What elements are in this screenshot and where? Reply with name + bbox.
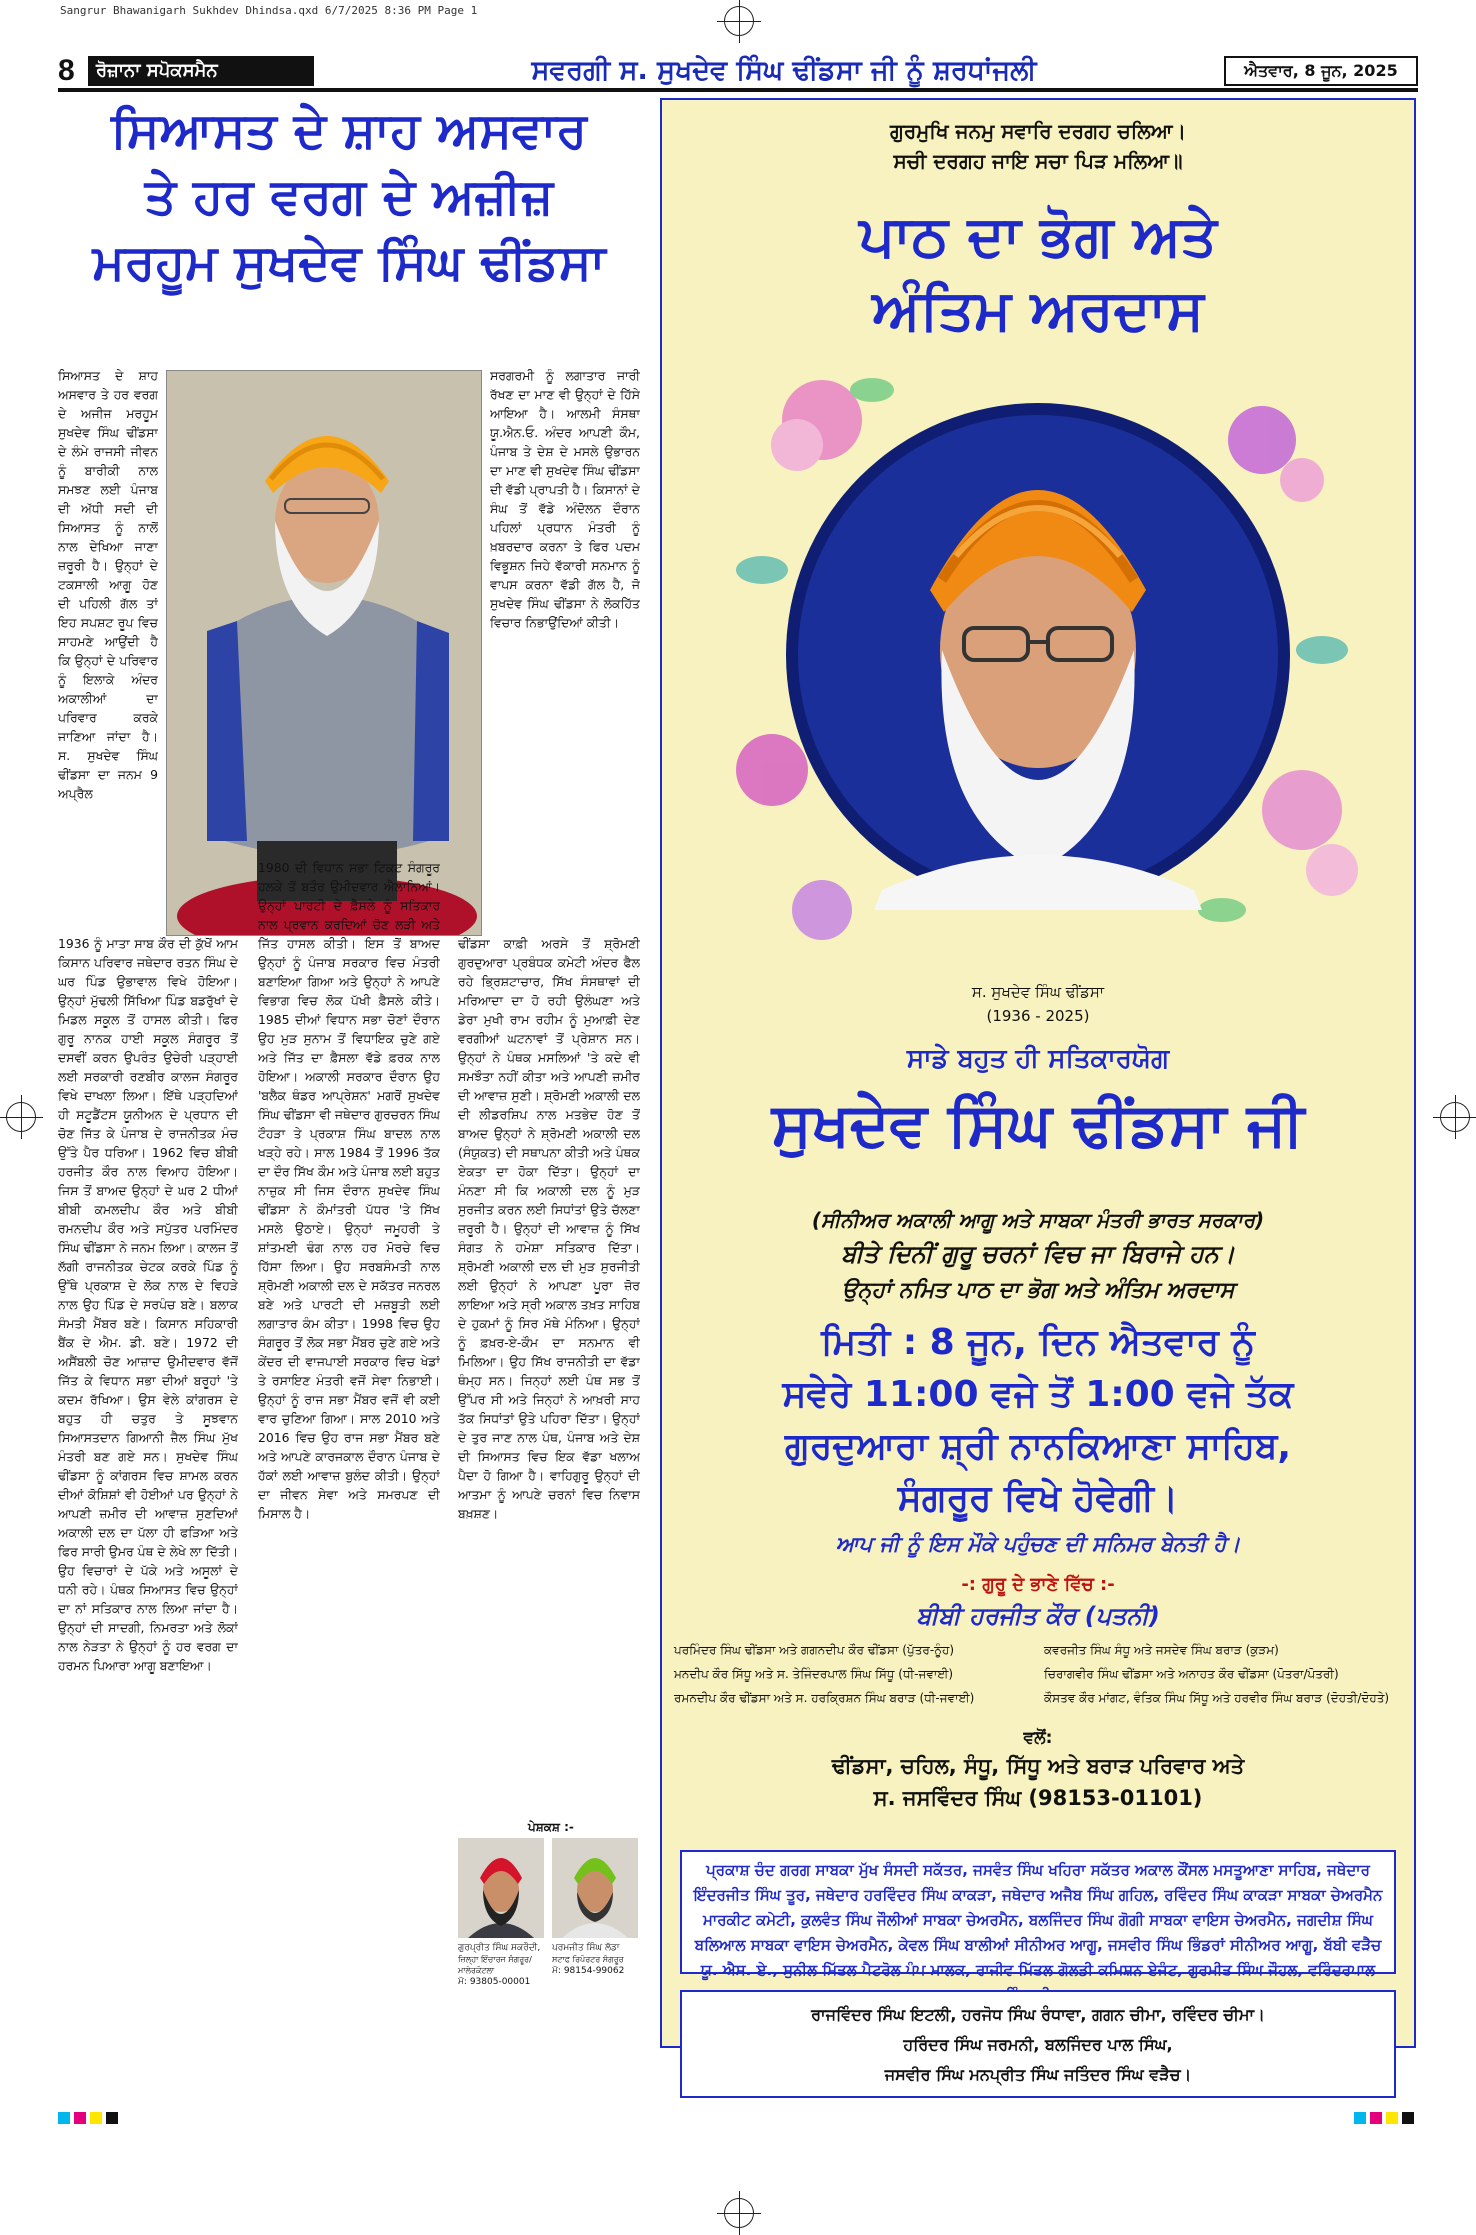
ad-heading bbox=[662, 200, 1414, 348]
family-right-3: ਕੌਸਤਵ ਕੌਰ ਮਾਂਗਟ, ਵੰਤਿਕ ਸਿੰਘ ਸਿੱਧੂ ਅਤੇ ਹਰਵੀਰ ਸਿੰਘ ਬਰਾੜ (ਦੋਹਤੀ/ਦੋਹਤੇ) bbox=[1044, 1691, 1390, 1705]
page-header bbox=[58, 50, 1418, 92]
presenter-1-photo bbox=[458, 1838, 544, 1938]
presented-by-label: ਪੇਸ਼ਕਸ਼ :- bbox=[528, 1820, 574, 1834]
family-left-1: ਪਰਮਿੰਦਰ ਸਿੰਘ ਢੀਂਡਸਾ ਅਤੇ ਗਗਨਦੀਪ ਕੌਰ ਢੀਂਡਸਾ (ਪੁੱਤਰ-ਨੂੰਹ) bbox=[674, 1643, 955, 1657]
from-line-1: ਢੀਂਡਸਾ, ਚਹਿਲ, ਸੰਧੂ, ਸਿੱਧੂ ਅਤੇ ਬਰਾੜ ਪਰਿਵਾਰ ਅਤੇ bbox=[831, 1754, 1245, 1778]
verse-line-2: ਸਚੀ ਦਰਗਹ ਜਾਇ ਸਚਾ ਪਿੜ ਮਲਿਆ॥ bbox=[893, 149, 1183, 173]
family-left-3: ਰਮਨਦੀਪ ਕੌਰ ਢੀਂਡਸਾ ਅਤੇ ਸ. ਹਰਕ੍ਰਿਸ਼ਨ ਸਿੰਘ ਬਰਾੜ (ਧੀ-ਜਵਾਈ) bbox=[674, 1691, 975, 1705]
print-slug: Sangrur Bhawanigarh Sukhdev Dhindsa.qxd 6/7/2025 8:36 PM Page 1 bbox=[60, 4, 478, 17]
presenter-1-role: ਜ਼ਿਲ੍ਹਾ ਇੰਚਾਰਜ ਸੰਗਰੂਰ/ਮਾਲੇਰਕੋਟਲਾ bbox=[458, 1955, 532, 1975]
article-col-1: 1936 ਨੂੰ ਮਾਤਾ ਸਾਬ ਕੌਰ ਦੀ ਕੁੱਖੋਂ ਆਮ ਕਿਸਾਨ ਪਰਿਵਾਰ ਜਥੇਦਾਰ ਰਤਨ ਸਿੰਘ ਦੇ ਘਰ ਪਿੰਡ ਉਭਾਵਾਲ ਵਿਖੇ ਹੋਇਆ। ਉਨ੍ਹਾਂ ਮੁੱਢਲੀ ਸਿੱਖਿਆ ਪਿੰਡ ਬਡਰੁੱਖਾਂ ਦੇ ਮਿਡਲ ਸਕੂਲ ਤੋਂ ਹਾਸਲ ਕੀਤੀ। ਫਿਰ ਗੁਰੂ ਨਾਨਕ ਹਾਈ ਸਕੂਲ ਸੰਗਰੂਰ ਤੋਂ ਦਸਵੀਂ ਕਰਨ ਉਪਰੰਤ ਉਚੇਰੀ ਪੜ੍ਹਾਈ ਲਈ ਸਰਕਾਰੀ ਰਣਬੀਰ ਕਾਲਜ ਸੰਗਰੂਰ ਵਿਖੇ ਦਾਖਲਾ ਲਿਆ। ਇੱਥੇ ਪੜ੍ਹਦਿਆਂ ਹੀ ਸਟੂਡੈਂਟਸ ਯੂਨੀਅਨ ਦੇ ਪ੍ਰਧਾਨ ਦੀ ਚੋਣ ਜਿੱਤ ਕੇ ਪੰਜਾਬ ਦੇ ਰਾਜਨੀਤਕ ਮੰਚ ਉੱਤੇ ਪੈਰ ਧਰਿਆ। 1962 ਵਿਚ ਬੀਬੀ ਹਰਜੀਤ ਕੌਰ ਨਾਲ ਵਿਆਹ ਹੋਇਆ। ਜਿਸ ਤੋਂ ਬਾਅਦ ਉਨ੍ਹਾਂ ਦੇ ਘਰ 2 ਧੀਆਂ ਬੀਬੀ ਕਮਲਦੀਪ ਕੌਰ ਅਤੇ ਬੀਬੀ ਰਮਨਦੀਪ ਕੌਰ ਅਤੇ ਸਪੁੱਤਰ ਪਰਮਿੰਦਰ ਸਿੰਘ ਢੀਂਡਸਾ ਨੇ ਜਨਮ ਲਿਆ। ਕਾਲਜ ਤੋਂ ਲੱਗੀ ਰਾਜਨੀਤਕ ਚੇਟਕ ਕਰਕੇ ਪਿੰਡ ਨੂੰ ਉੱਥੇ ਪ੍ਰਕਾਸ਼ ਦੇ ਲੋਕ ਨਾਲ ਦੇ ਵਿਹੜੇ ਨਾਲ ਉਹ ਪਿੰਡ ਦੇ ਸਰਪੰਚ ਬਣੇ। ਬਲਾਕ ਸੰਮਤੀ ਮੈਂਬਰ ਬਣੇ। ਕਿਸਾਨ ਸਹਿਕਾਰੀ ਬੈਂਕ ਦੇ ਐਮ. ਡੀ. ਬਣੇ। 1972 ਦੀ ਅਸੈਂਬਲੀ ਚੋਣ ਆਜ਼ਾਦ ਉਮੀਦਵਾਰ ਵੱਜੋਂ ਜਿੱਤ ਕੇ ਵਿਧਾਨ ਸਭਾ ਦੀਆਂ ਬਰੂਹਾਂ 'ਤੇ ਕਦਮ ਰੱਖਿਆ। ਉਸ ਵੇਲੇ ਕਾਂਗਰਸ ਦੇ ਬਹੁਤ ਹੀ ਚਤੁਰ ਤੇ ਸੂਝਵਾਨ ਸਿਆਸਤਦਾਨ ਗਿਆਨੀ ਜ਼ੈਲ ਸਿੰਘ ਮੁੱਖ ਮੰਤਰੀ ਬਣ ਗਏ ਸਨ। ਸੁਖਦੇਵ ਸਿੰਘ ਢੀਂਡਸਾ ਨੂੰ ਕਾਂਗਰਸ ਵਿਚ ਸ਼ਾਮਲ ਕਰਨ ਦੀਆਂ ਕੋਸ਼ਿਸ਼ਾਂ ਵੀ ਹੋਈਆਂ ਪਰ ਉਨ੍ਹਾਂ ਨੇ ਆਪਣੀ ਜ਼ਮੀਰ ਦੀ ਆਵਾਜ਼ ਸੁਣਦਿਆਂ ਅਕਾਲੀ ਦਲ ਦਾ ਪੱਲਾ ਹੀ ਫੜਿਆ ਅਤੇ ਫਿਰ ਸਾਰੀ ਉਮਰ ਪੰਥ ਦੇ ਲੇਖੇ ਲਾ ਦਿੱਤੀ। ਉਹ ਵਿਚਾਰਾਂ ਦੇ ਪੱਕੇ ਅਤੇ ਅਸੂਲਾਂ ਦੇ ਧਨੀ ਰਹੇ। ਪੰਥਕ ਸਿਆਸਤ ਵਿਚ ਉਨ੍ਹਾਂ ਦਾ ਨਾਂ ਸਤਿਕਾਰ ਨਾਲ ਲਿਆ ਜਾਂਦਾ ਹੈ। ਉਨ੍ਹਾਂ ਦੀ ਸਾਦਗੀ, ਨਿਮਰਤਾ ਅਤੇ ਲੋਕਾਂ ਨਾਲ ਨੇੜਤਾ ਨੇ ਉਨ੍ਹਾਂ ਨੂੰ ਹਰ ਵਰਗ ਦਾ ਹਰਮਨ ਪਿਆਰਾ ਆਗੂ ਬਣਾਇਆ। bbox=[58, 936, 238, 1673]
ceremony-date: ਮਿਤੀ : 8 ਜੂਨ, ਦਿਨ ਐਤਵਾਰ ਨੂੰ bbox=[821, 1322, 1255, 1363]
presenter-2-name: ਪਰਮਜੀਤ ਸਿੰਘ ਲੱਡਾ bbox=[552, 1943, 620, 1953]
designation-line: (ਸੀਨੀਅਰ ਅਕਾਲੀ ਆਗੂ ਅਤੇ ਸਾਬਕਾ ਮੰਤਰੀ ਭਾਰਤ ਸਰਕਾਰ) bbox=[811, 1208, 1265, 1232]
from-label: ਵਲੋਂ: bbox=[1023, 1728, 1053, 1748]
presenter-2 bbox=[552, 1838, 638, 1977]
box2-line-2: ਹਰਿੰਦਰ ਸਿੰਘ ਜਰਮਨੀ, ਬਲਜਿੰਦਰ ਪਾਲ ਸਿੰਘ, bbox=[903, 2035, 1173, 2054]
page-number: 8 bbox=[58, 54, 75, 87]
swatch-black bbox=[106, 2112, 118, 2124]
swatch-black-2 bbox=[1402, 2112, 1414, 2124]
portrait-years: (1936 - 2025) bbox=[986, 1007, 1090, 1025]
box2-line-1: ਰਾਜਵਿੰਦਰ ਸਿੰਘ ਇਟਲੀ, ਹਰਜੋਧ ਸਿੰਘ ਰੰਧਾਵਾ, ਗਗਨ ਚੀਮਾ, ਰਵਿੰਦਰ ਚੀਮਾ। bbox=[811, 2005, 1265, 2024]
ad-heading-line-2: ਅੰਤਿਮ ਅਰਦਾਸ bbox=[872, 278, 1204, 343]
passed-away-line: ਬੀਤੇ ਦਿਨੀਂ ਗੁਰੂ ਚਰਨਾਂ ਵਿਚ ਜਾ ਬਿਰਾਜੇ ਹਨ। bbox=[841, 1240, 1235, 1268]
page-date: ਐਤਵਾਰ, 8 ਜੂਨ, 2025 bbox=[1224, 56, 1418, 86]
swatch-cyan-2 bbox=[1354, 2112, 1366, 2124]
newspaper-brand: ਰੋਜ਼ਾਨਾ ਸਪੋਕਸਮੈਨ bbox=[88, 56, 314, 86]
presenter-2-role: ਸਟਾਫ ਰਿਪੋਰਟਰ ਸੰਗਰੂਰ bbox=[552, 1955, 624, 1964]
ad-heading-line-1: ਪਾਠ ਦਾ ਭੋਗ ਅਤੇ bbox=[859, 204, 1217, 269]
from-line-2: ਸ. ਜਸਵਿੰਦਰ ਸਿੰਘ (98153-01101) bbox=[873, 1786, 1203, 1810]
honorific-line: ਸਾਡੇ ਬਹੁਤ ਹੀ ਸਤਿਕਾਰਯੋਗ bbox=[906, 1044, 1170, 1074]
headline-line-2: ਤੇ ਹਰ ਵਰਗ ਦੇ ਅਜ਼ੀਜ਼ bbox=[144, 168, 554, 225]
family-right-1: ਕਵਰਜੀਤ ਸਿੰਘ ਸੰਧੂ ਅਤੇ ਜਸਦੇਵ ਸਿੰਘ ਬਰਾੜ (ਕੁੜਮ) bbox=[1044, 1643, 1279, 1657]
family-list-left bbox=[674, 1638, 1034, 1710]
tribute-article bbox=[58, 98, 640, 2048]
ceremony-place-1: ਗੁਰਦੁਆਰਾ ਸ਼੍ਰੀ ਨਾਨਕਿਆਣਾ ਸਾਹਿਬ, bbox=[784, 1426, 1292, 1467]
article-headline bbox=[58, 98, 640, 296]
article-col-2: 1980 ਦੀ ਵਿਧਾਨ ਸਭਾ ਟਿਕਟ ਸੰਗਰੂਰ ਹਲਕੇ ਤੋਂ ਬਤੌਰ ਉਮੀਦਵਾਰ ਐਲਾਨਿਆਂ। ਉਨ੍ਹਾਂ ਪਾਰਟੀ ਦੇ ਫ਼ੈਸਲੇ ਨੂੰ ਸਤਿਕਾਰ ਨਾਲ ਪ੍ਰਵਾਨ ਕਰਦਿਆਂ ਚੋਣ ਲੜੀ ਅਤੇ ਜਿੱਤ ਹਾਸਲ ਕੀਤੀ। ਇਸ ਤੋਂ ਬਾਅਦ ਉਨ੍ਹਾਂ ਨੂੰ ਪੰਜਾਬ ਸਰਕਾਰ ਵਿਚ ਮੰਤਰੀ ਬਣਾਇਆ ਗਿਆ ਅਤੇ ਉਨ੍ਹਾਂ ਨੇ ਆਪਣੇ ਵਿਭਾਗ ਵਿਚ ਲੋਕ ਪੱਖੀ ਫ਼ੈਸਲੇ ਕੀਤੇ। 1985 ਦੀਆਂ ਵਿਧਾਨ ਸਭਾ ਚੋਣਾਂ ਦੌਰਾਨ ਉਹ ਮੁੜ ਸੁਨਾਮ ਤੋਂ ਵਿਧਾਇਕ ਚੁਣੇ ਗਏ ਅਤੇ ਜਿੱਤ ਦਾ ਫ਼ੈਸਲਾ ਵੱਡੇ ਫ਼ਰਕ ਨਾਲ ਹੋਇਆ। ਅਕਾਲੀ ਸਰਕਾਰ ਦੌਰਾਨ ਉਹ 'ਬਲੈਕ ਥੰਡਰ ਆਪ੍ਰੇਸ਼ਨ' ਮਗਰੋਂ ਸੁਖਦੇਵ ਸਿੰਘ ਢੀਂਡਸਾ ਵੀ ਜਥੇਦਾਰ ਗੁਰਚਰਨ ਸਿੰਘ ਟੌਹੜਾ ਤੇ ਪ੍ਰਕਾਸ਼ ਸਿੰਘ ਬਾਦਲ ਨਾਲ ਖੜ੍ਹੇ ਰਹੇ। ਸਾਲ 1984 ਤੋਂ 1996 ਤੱਕ ਦਾ ਦੌਰ ਸਿੱਖ ਕੌਮ ਅਤੇ ਪੰਜਾਬ ਲਈ ਬਹੁਤ ਨਾਜ਼ੁਕ ਸੀ ਜਿਸ ਦੌਰਾਨ ਸੁਖਦੇਵ ਸਿੰਘ ਢੀਂਡਸਾ ਨੇ ਕੌਮਾਂਤਰੀ ਪੱਧਰ 'ਤੇ ਸਿੱਖ ਮਸਲੇ ਉਠਾਏ। ਉਨ੍ਹਾਂ ਜਮੂਹਰੀ ਤੇ ਸ਼ਾਂਤਮਈ ਢੰਗ ਨਾਲ ਹਰ ਮੋਰਚੇ ਵਿਚ ਹਿੱਸਾ ਲਿਆ। ਉਹ ਸਰਬਸੰਮਤੀ ਨਾਲ ਸ਼੍ਰੋਮਣੀ ਅਕਾਲੀ ਦਲ ਦੇ ਸਕੱਤਰ ਜਨਰਲ ਬਣੇ ਅਤੇ ਪਾਰਟੀ ਦੀ ਮਜ਼ਬੂਤੀ ਲਈ ਲਗਾਤਾਰ ਕੰਮ ਕੀਤਾ। 1998 ਵਿਚ ਉਹ ਸੰਗਰੂਰ ਤੋਂ ਲੋਕ ਸਭਾ ਮੈਂਬਰ ਚੁਣੇ ਗਏ ਅਤੇ ਕੇਂਦਰ ਦੀ ਵਾਜਪਾਈ ਸਰਕਾਰ ਵਿਚ ਖੇਡਾਂ ਤੇ ਰਸਾਇਣ ਮੰਤਰੀ ਵਜੋਂ ਸੇਵਾ ਨਿਭਾਈ। ਉਨ੍ਹਾਂ ਨੂੰ ਰਾਜ ਸਭਾ ਮੈਂਬਰ ਵਜੋਂ ਵੀ ਕਈ ਵਾਰ ਚੁਣਿਆ ਗਿਆ। ਸਾਲ 2010 ਅਤੇ 2016 ਵਿਚ ਉਹ ਰਾਜ ਸਭਾ ਮੈਂਬਰ ਬਣੇ ਅਤੇ ਆਪਣੇ ਕਾਰਜਕਾਲ ਦੌਰਾਨ ਪੰਜਾਬ ਦੇ ਹੱਕਾਂ ਲਈ ਆਵਾਜ਼ ਬੁਲੰਦ ਕੀਤੀ। ਉਨ੍ਹਾਂ ਦਾ ਜੀਵਨ ਸੇਵਾ ਅਤੇ ਸਮਰਪਣ ਦੀ ਮਿਸਾਲ ਹੈ। bbox=[258, 860, 440, 1521]
bhane-label: -: ਗੁਰੂ ਦੇ ਭਾਣੇ ਵਿੱਚ :- bbox=[961, 1574, 1115, 1595]
request-line: ਆਪ ਜੀ ਨੂੰ ਇਸ ਮੌਕੇ ਪਹੁੰਚਣ ਦੀ ਸਨਿਮਰ ਬੇਨਤੀ ਹੈ। bbox=[835, 1532, 1241, 1556]
article-col-3: ਢੀਂਡਸਾ ਕਾਫ਼ੀ ਅਰਸੇ ਤੋਂ ਸ਼੍ਰੋਮਣੀ ਗੁਰਦੁਆਰਾ ਪ੍ਰਬੰਧਕ ਕਮੇਟੀ ਅੰਦਰ ਫੈਲ ਰਹੇ ਭ੍ਰਿਸ਼ਟਾਚਾਰ, ਸਿੱਖ ਸੰਸਥਾਵਾਂ ਦੀ ਮਰਿਆਦਾ ਦਾ ਹੋ ਰਹੀ ਉਲੰਘਣਾ ਅਤੇ ਡੇਰਾ ਮੁਖੀ ਰਾਮ ਰਹੀਮ ਨੂੰ ਮੁਆਫ਼ੀ ਦੇਣ ਵਰਗੀਆਂ ਘਟਨਾਵਾਂ ਤੋਂ ਪ੍ਰੇਸ਼ਾਨ ਸਨ। ਉਨ੍ਹਾਂ ਨੇ ਪੰਥਕ ਮਸਲਿਆਂ 'ਤੇ ਕਦੇ ਵੀ ਸਮਝੌਤਾ ਨਹੀਂ ਕੀਤਾ ਅਤੇ ਆਪਣੀ ਜ਼ਮੀਰ ਦੀ ਆਵਾਜ਼ ਸੁਣੀ। ਸ਼੍ਰੋਮਣੀ ਅਕਾਲੀ ਦਲ ਦੀ ਲੀਡਰਸ਼ਿਪ ਨਾਲ ਮਤਭੇਦ ਹੋਣ ਤੋਂ ਬਾਅਦ ਉਨ੍ਹਾਂ ਨੇ ਸ਼੍ਰੋਮਣੀ ਅਕਾਲੀ ਦਲ (ਸੰਯੁਕਤ) ਦੀ ਸਥਾਪਨਾ ਕੀਤੀ ਅਤੇ ਪੰਥਕ ਏਕਤਾ ਦਾ ਹੋਕਾ ਦਿੱਤਾ। ਉਨ੍ਹਾਂ ਦਾ ਮੰਨਣਾ ਸੀ ਕਿ ਅਕਾਲੀ ਦਲ ਨੂੰ ਮੁੜ ਸੁਰਜੀਤ ਕਰਨ ਲਈ ਸਿਧਾਂਤਾਂ ਉਤੇ ਚੱਲਣਾ ਜ਼ਰੂਰੀ ਹੈ। ਉਨ੍ਹਾਂ ਦੀ ਆਵਾਜ਼ ਨੂੰ ਸਿੱਖ ਸੰਗਤ ਨੇ ਹਮੇਸ਼ਾ ਸਤਿਕਾਰ ਦਿੱਤਾ। ਸ਼੍ਰੋਮਣੀ ਅਕਾਲੀ ਦਲ ਦੀ ਮੁੜ ਸੁਰਜੀਤੀ ਲਈ ਉਨ੍ਹਾਂ ਨੇ ਆਪਣਾ ਪੂਰਾ ਜ਼ੋਰ ਲਾਇਆ ਅਤੇ ਸ੍ਰੀ ਅਕਾਲ ਤਖ਼ਤ ਸਾਹਿਬ ਦੇ ਹੁਕਮਾਂ ਨੂੰ ਸਿਰ ਮੱਥੇ ਮੰਨਿਆ। ਉਨ੍ਹਾਂ ਨੂੰ ਫ਼ਖ਼ਰ-ਏ-ਕੌਮ ਦਾ ਸਨਮਾਨ ਵੀ ਮਿਲਿਆ। ਉਹ ਸਿੱਖ ਰਾਜਨੀਤੀ ਦਾ ਵੱਡਾ ਥੰਮ੍ਹ ਸਨ। ਜਿਨ੍ਹਾਂ ਲਈ ਪੰਥ ਸਭ ਤੋਂ ਉੱਪਰ ਸੀ ਅਤੇ ਜਿਨ੍ਹਾਂ ਨੇ ਆਖ਼ਰੀ ਸਾਹ ਤੱਕ ਸਿਧਾਂਤਾਂ ਉਤੇ ਪਹਿਰਾ ਦਿੱਤਾ। ਉਨ੍ਹਾਂ ਦੇ ਤੁਰ ਜਾਣ ਨਾਲ ਪੰਥ, ਪੰਜਾਬ ਅਤੇ ਦੇਸ਼ ਦੀ ਸਿਆਸਤ ਵਿਚ ਇਕ ਵੱਡਾ ਖਲਾਅ ਪੈਦਾ ਹੋ ਗਿਆ ਹੈ। ਵਾਹਿਗੁਰੂ ਉਨ੍ਹਾਂ ਦੀ ਆਤਮਾ ਨੂੰ ਆਪਣੇ ਚਰਨਾਂ ਵਿਚ ਨਿਵਾਸ ਬਖ਼ਸ਼ਣ। bbox=[458, 936, 640, 1521]
family-list-right bbox=[1044, 1638, 1410, 1710]
swatch-cyan bbox=[58, 2112, 70, 2124]
verse-line-1: ਗੁਰਮੁਖਿ ਜਨਮੁ ਸਵਾਰਿ ਦਰਗਹ ਚਲਿਆ। bbox=[889, 119, 1187, 143]
presenter-1-phone: ਮੋ: 93805-00001 bbox=[458, 1977, 531, 1987]
condolence-box-2 bbox=[680, 1990, 1396, 2098]
bhog-nimit-line: ਉਨ੍ਹਾਂ ਨਮਿਤ ਪਾਠ ਦਾ ਭੋਗ ਅਤੇ ਅੰਤਿਮ ਅਰਦਾਸ bbox=[841, 1278, 1235, 1303]
portrait-name: ਸ. ਸੁਖਦੇਵ ਸਿੰਘ ਢੀਂਡਸਾ bbox=[971, 983, 1105, 1001]
headline-line-3: ਮਰਹੂਮ ਸੁਖਦੇਵ ਸਿੰਘ ਢੀਂਡਸਾ bbox=[92, 234, 606, 291]
ceremony-time: ਸਵੇਰੇ 11:00 ਵਜੇ ਤੋਂ 1:00 ਵਜੇ ਤੱਕ bbox=[782, 1374, 1294, 1415]
article-col-right-top: ਸਰਗਰਮੀ ਨੂੰ ਲਗਾਤਾਰ ਜਾਰੀ ਰੱਖਣ ਦਾ ਮਾਣ ਵੀ ਉਨ੍ਹਾਂ ਦੇ ਹਿੱਸੇ ਆਇਆ ਹੈ। ਆਲਮੀ ਸੰਸਥਾ ਯੂ.ਐਨ.ਓ. ਅੰਦਰ ਆਪਣੀ ਕੌਮ, ਪੰਜਾਬ ਤੇ ਦੇਸ਼ ਦੇ ਮਸਲੇ ਉਭਾਰਨ ਦਾ ਮਾਣ ਵੀ ਸੁਖਦੇਵ ਸਿੰਘ ਢੀਂਡਸਾ ਦੀ ਵੱਡੀ ਪ੍ਰਾਪਤੀ ਹੈ। ਕਿਸਾਨਾਂ ਦੇ ਸੰਘ ਤੋਂ ਵੱਡੇ ਅੰਦੋਲਨ ਦੌਰਾਨ ਪਹਿਲਾਂ ਪ੍ਰਧਾਨ ਮੰਤਰੀ ਨੂੰ ਖ਼ਬਰਦਾਰ ਕਰਨਾ ਤੇ ਫਿਰ ਪਦਮ ਵਿਭੂਸ਼ਨ ਜਿਹੇ ਵੱਕਾਰੀ ਸਨਮਾਨ ਨੂੰ ਵਾਪਸ ਕਰਨਾ ਵੱਡੀ ਗੱਲ ਹੈ, ਜੋ ਸੁਖਦੇਵ ਸਿੰਘ ਢੀਂਡਸਾ ਨੇ ਲੋਕਹਿੱਤ ਵਿਚਾਰ ਨਿਭਾਉਂਦਿਆਂ ਕੀਤੀ। bbox=[490, 368, 640, 630]
family-block bbox=[660, 1638, 1416, 1728]
registration-mark-bottom bbox=[724, 2198, 754, 2228]
gurbani-verse bbox=[662, 116, 1414, 176]
floral-wreath bbox=[702, 350, 1374, 970]
portrait-caption bbox=[662, 980, 1414, 1028]
registration-mark-top bbox=[724, 6, 754, 36]
box2-line-3: ਜਸਵੀਰ ਸਿੰਘ ਮਨਪ੍ਰੀਤ ਸਿੰਘ ਜਤਿੰਦਰ ਸਿੰਘ ਵੜੈਚ। bbox=[884, 2065, 1192, 2084]
wife-name: ਬੀਬੀ ਹਰਜੀਤ ਕੌਰ (ਪਤਨੀ) bbox=[916, 1602, 1160, 1630]
presenter-1 bbox=[458, 1838, 544, 1988]
article-portrait-photo bbox=[166, 370, 482, 936]
presenter-2-phone: ਮੋ: 98154-99062 bbox=[552, 1966, 625, 1976]
deceased-name: ਸੁਖਦੇਵ ਸਿੰਘ ਢੀਂਡਸਾ ਜੀ bbox=[771, 1090, 1305, 1160]
from-block bbox=[660, 1726, 1416, 1814]
ceremony-place-2: ਸੰਗਰੂਰ ਵਿਖੇ ਹੋਵੇਗੀ। bbox=[897, 1478, 1179, 1519]
page-title: ਸਵਰਗੀ ਸ. ਸੁਖਦੇਵ ਸਿੰਘ ਢੀਂਡਸਾ ਜੀ ਨੂੰ ਸ਼ਰਧਾਂਜਲੀ bbox=[531, 55, 1037, 86]
presenter-1-name: ਗੁਰਪ੍ਰੀਤ ਸਿੰਘ ਸਕਰੌਦੀ, bbox=[458, 1943, 541, 1953]
headline-line-1: ਸਿਆਸਤ ਦੇ ਸ਼ਾਹ ਅਸਵਾਰ bbox=[111, 102, 587, 159]
color-calibration-strip bbox=[58, 2108, 1418, 2128]
condolence-box-1: ਪ੍ਰਕਾਸ਼ ਚੰਦ ਗਰਗ ਸਾਬਕਾ ਮੁੱਖ ਸੰਸਦੀ ਸਕੱਤਰ, ਜਸਵੰਤ ਸਿੰਘ ਖਹਿਰਾ ਸਕੱਤਰ ਅਕਾਲ ਕੌਂਸਲ ਮਸਤੂਆਣਾ ਸਾਹਿਬ, ਜਥੇਦਾਰ ਇੰਦਰਜੀਤ ਸਿੰਘ ਤੂਰ, ਜਥੇਦਾਰ ਹਰਵਿੰਦਰ ਸਿੰਘ ਕਾਕੜਾ, ਜਥੇਦਾਰ ਅਜੈਬ ਸਿੰਘ ਗਹਿਲ, ਰਵਿੰਦਰ ਸਿੰਘ ਕਾਕੜਾ ਸਾਬਕਾ ਚੇਅਰਮੈਨ ਮਾਰਕੀਟ ਕਮੇਟੀ, ਕੁਲਵੰਤ ਸਿੰਘ ਜੌਲੀਆਂ ਸਾਬਕਾ ਚੇਅਰਮੈਨ, ਬਲਜਿੰਦਰ ਸਿੰਘ ਗੋਗੀ ਸਾਬਕਾ ਵਾਇਸ ਚੇਅਰਮੈਨ, ਜਗਦੀਸ਼ ਸਿੰਘ ਬਲਿਆਲ ਸਾਬਕਾ ਵਾਇਸ ਚੇਅਰਮੈਨ, ਕੇਵਲ ਸਿੰਘ ਬਾਲੀਆਂ ਸੀਨੀਅਰ ਆਗੂ, ਜਸਵੀਰ ਸਿੰਘ ਭਿੰਡਰਾਂ ਸੀਨੀਅਰ ਆਗੂ, ਬੱਬੀ ਵੜੈਚ ਯੂ. ਐਸ. ਏ., ਸੁਨੀਲ ਮਿੱਤਲ ਪੈਟਰੋਲ ਪੰਪ ਮਾਲਕ, ਰਾਜੀਵ ਮਿੱਤਲ ਗੋਲਡੀ ਕਮਿਸ਼ਨ ਏਜੰਟ, ਗੁਰਮੀਤ ਸਿੰਘ ਜੌਹਲ, ਵਰਿੰਦਰਪਾਲ bbox=[680, 1850, 1396, 1974]
swatch-magenta-2 bbox=[1370, 2112, 1382, 2124]
swatch-yellow-2 bbox=[1386, 2112, 1398, 2124]
family-right-2: ਚਿਰਾਗਵੀਰ ਸਿੰਘ ਢੀਂਡਸਾ ਅਤੇ ਅਨਾਹਤ ਕੌਰ ਢੀਂਡਸਾ (ਪੋਤਰਾ/ਪੋਤਰੀ) bbox=[1044, 1667, 1339, 1681]
family-left-2: ਮਨਦੀਪ ਕੌਰ ਸਿੱਧੂ ਅਤੇ ਸ. ਤੇਜਿੰਦਰਪਾਲ ਸਿੰਘ ਸਿੱਧੂ (ਧੀ-ਜਵਾਈ) bbox=[674, 1667, 954, 1681]
article-col-left-top: ਸਿਆਸਤ ਦੇ ਸ਼ਾਹ ਅਸਵਾਰ ਤੇ ਹਰ ਵਰਗ ਦੇ ਅਜੀਜ ਮਰਹੂਮ ਸੁਖਦੇਵ ਸਿੰਘ ਢੀਂਡਸਾ ਦੇ ਲੰਮੇ ਰਾਜਸੀ ਜੀਵਨ ਨੂੰ ਬਾਰੀਕੀ ਨਾਲ ਸਮਝਣ ਲਈ ਪੰਜਾਬ ਦੀ ਅੱਧੀ ਸਦੀ ਦੀ ਸਿਆਸਤ ਨੂੰ ਨਾਲੋਂ ਨਾਲ ਦੇਖਿਆ ਜਾਣਾ ਜ਼ਰੂਰੀ ਹੈ। ਉਨ੍ਹਾਂ ਦੇ ਟਕਸਾਲੀ ਆਗੂ ਹੋਣ ਦੀ ਪਹਿਲੀ ਗੱਲ ਤਾਂ ਇਹ ਸਪਸ਼ਟ ਰੂਪ ਵਿਚ ਸਾਹਮਣੇ ਆਉਂਦੀ ਹੈ ਕਿ ਉਨ੍ਹਾਂ ਦੇ ਪਰਿਵਾਰ ਨੂੰ ਇਲਾਕੇ ਅੰਦਰ ਅਕਾਲੀਆਂ ਦਾ ਪਰਿਵਾਰ ਕਰਕੇ ਜਾਣਿਆ ਜਾਂਦਾ ਹੈ। ਸ. ਸੁਖਦੇਵ ਸਿੰਘ ਢੀਂਡਸਾ ਦਾ ਜਨਮ 9 ਅਪ੍ਰੈਲ bbox=[58, 368, 158, 801]
registration-mark-right bbox=[1440, 1102, 1470, 1132]
swatch-magenta bbox=[74, 2112, 86, 2124]
presenter-2-photo bbox=[552, 1838, 638, 1938]
registration-mark-left bbox=[6, 1102, 36, 1132]
swatch-yellow bbox=[90, 2112, 102, 2124]
